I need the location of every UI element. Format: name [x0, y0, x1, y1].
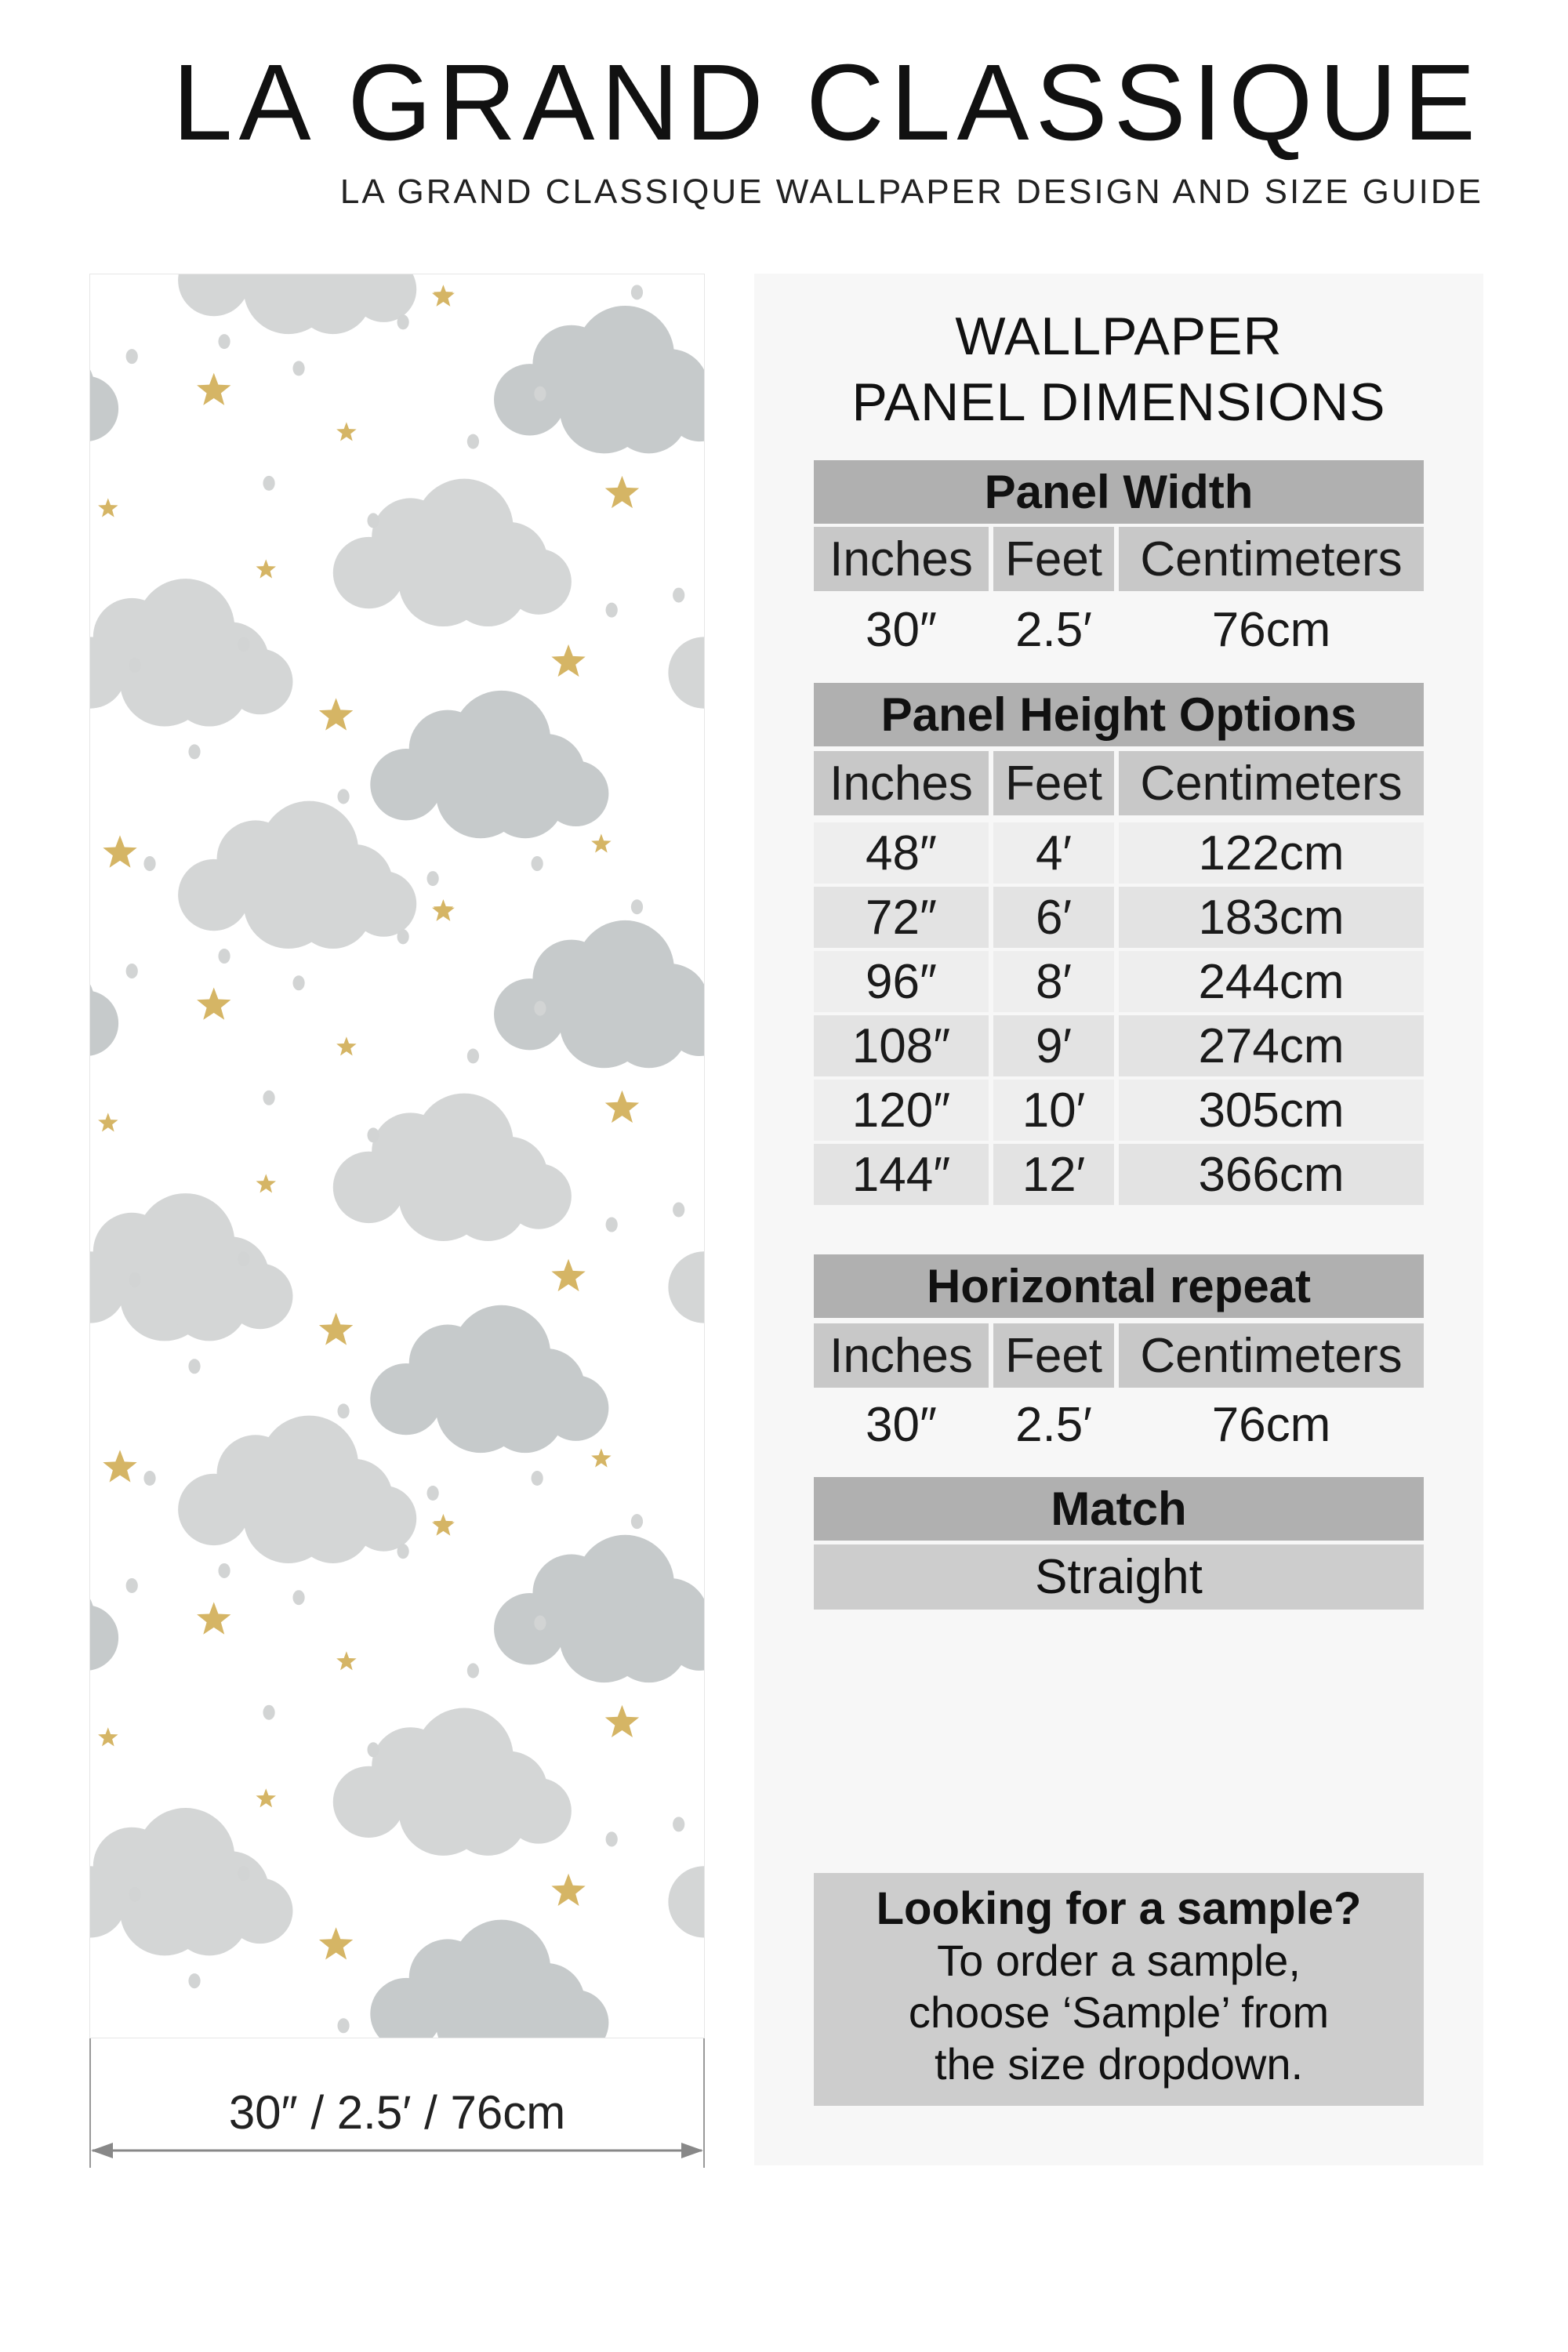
dot-icon — [534, 1001, 546, 1016]
double-arrow-icon — [89, 2139, 705, 2162]
col-inches: Inches — [814, 751, 989, 815]
star-icon — [197, 987, 230, 1019]
star-icon — [256, 1174, 276, 1192]
sample-question: Looking for a sample? — [876, 1883, 1362, 1934]
brand-title: LA GRAND CLASSIQUE — [172, 42, 1482, 163]
cloud-icon — [494, 1535, 705, 1682]
dot-icon — [606, 1218, 618, 1232]
value-inches: 30″ — [866, 1397, 937, 1452]
cloud-icon — [89, 579, 292, 726]
cloud-icon — [89, 306, 118, 453]
col-inches: Inches — [814, 527, 989, 591]
value-feet: 2.5′ — [1015, 1397, 1092, 1452]
value-inches: 30″ — [866, 602, 937, 657]
dot-icon — [188, 1359, 200, 1374]
panel-title — [754, 303, 1483, 435]
dot-icon — [263, 1091, 274, 1105]
star-icon — [319, 1927, 353, 1959]
value-feet: 4′ — [993, 822, 1114, 884]
sample-text-line1: To order a sample, — [937, 1936, 1301, 1985]
cloud-icon — [178, 274, 416, 334]
cloud-icon — [668, 579, 705, 726]
dot-icon — [534, 1616, 546, 1631]
dot-icon — [427, 1486, 439, 1501]
height-option-row — [814, 951, 1424, 1012]
dot-icon — [367, 513, 379, 528]
cloud-icon — [370, 1920, 608, 2038]
dot-icon — [292, 361, 304, 376]
dot-icon — [337, 789, 349, 804]
cloud-icon — [89, 1535, 118, 1682]
dot-icon — [532, 1471, 543, 1486]
dot-icon — [534, 387, 546, 401]
dot-icon — [337, 1403, 349, 1418]
width-measure — [89, 2038, 705, 2168]
dot-icon — [143, 856, 155, 871]
height-options-columns — [814, 751, 1424, 815]
cloud-icon — [668, 1193, 705, 1341]
dot-icon — [218, 334, 230, 349]
value-cm: 183cm — [1119, 887, 1424, 948]
dot-icon — [367, 1742, 379, 1757]
cloud-icon — [370, 691, 608, 838]
panel-width-values — [814, 597, 1424, 662]
star-icon — [103, 1450, 136, 1482]
cloud-icon — [333, 479, 572, 626]
dot-icon — [606, 603, 618, 618]
star-icon — [551, 1874, 585, 1906]
value-cm: 274cm — [1119, 1015, 1424, 1076]
value-feet: 10′ — [993, 1080, 1114, 1141]
dot-icon — [126, 964, 138, 978]
dot-icon — [238, 1866, 249, 1881]
dimensions-panel — [754, 274, 1483, 2165]
dot-icon — [129, 1887, 140, 1902]
dot-icon — [129, 658, 140, 673]
cloud-icon — [333, 1708, 572, 1856]
value-feet: 9′ — [993, 1015, 1114, 1076]
star-icon — [256, 559, 276, 578]
star-icon — [336, 422, 356, 441]
dot-icon — [673, 588, 684, 603]
brand-subtitle: LA GRAND CLASSIQUE WALLPAPER DESIGN AND SIZE GUIDE — [339, 172, 1483, 211]
cloud-icon — [178, 1416, 416, 1563]
star-icon — [197, 373, 230, 405]
value-inches: 72″ — [814, 887, 989, 948]
cloud-icon — [89, 1808, 292, 1955]
star-icon — [551, 644, 585, 677]
dot-icon — [397, 314, 409, 329]
value-inches: 96″ — [814, 951, 989, 1012]
col-cm: Centimeters — [1119, 527, 1424, 591]
star-icon — [197, 1602, 230, 1634]
height-option-row — [814, 1015, 1424, 1076]
dot-icon — [126, 1578, 138, 1593]
cloud-icon — [333, 1094, 572, 1241]
value-cm: 366cm — [1119, 1144, 1424, 1205]
dot-icon — [188, 744, 200, 759]
cloud-icon — [668, 1808, 705, 1955]
wallpaper-pattern-preview — [89, 274, 705, 2038]
height-option-row — [814, 887, 1424, 948]
value-inches: 48″ — [814, 822, 989, 884]
horizontal-repeat-columns — [814, 1323, 1424, 1388]
value-cm: 305cm — [1119, 1080, 1424, 1141]
height-options-heading: Panel Height Options — [814, 683, 1424, 746]
value-cm: 122cm — [1119, 822, 1424, 884]
star-icon — [432, 899, 455, 921]
star-icon — [98, 1727, 118, 1746]
star-icon — [98, 498, 118, 517]
dot-icon — [397, 1544, 409, 1559]
dot-icon — [188, 1973, 200, 1988]
cloud-icon — [494, 306, 705, 453]
star-icon — [605, 476, 639, 508]
value-inches: 108″ — [814, 1015, 989, 1076]
star-icon — [605, 1091, 639, 1123]
measure-label: 30″ / 2.5′ / 76cm — [228, 2086, 566, 2139]
dot-icon — [263, 476, 274, 491]
star-icon — [319, 1312, 353, 1345]
col-feet: Feet — [993, 751, 1114, 815]
dot-icon — [631, 285, 643, 299]
cloud-icon — [89, 1193, 292, 1341]
dot-icon — [292, 975, 304, 990]
cloud-icon — [370, 1305, 608, 1453]
star-icon — [591, 1448, 611, 1467]
panel-title-line1: WALLPAPER — [955, 307, 1283, 366]
dot-icon — [143, 1471, 155, 1486]
dot-icon — [631, 899, 643, 914]
sample-info-box — [814, 1873, 1424, 2106]
value-feet: 6′ — [993, 887, 1114, 948]
dot-icon — [427, 871, 439, 886]
star-icon — [336, 1036, 356, 1055]
cloud-icon — [178, 801, 416, 949]
dot-icon — [218, 949, 230, 964]
dot-icon — [129, 1272, 140, 1287]
dot-icon — [467, 1663, 479, 1678]
panel-width-heading: Panel Width — [814, 460, 1424, 524]
star-icon — [103, 835, 136, 867]
height-option-row — [814, 1144, 1424, 1205]
height-option-row — [814, 1080, 1424, 1141]
panel-title-line2: PANEL DIMENSIONS — [851, 372, 1386, 432]
col-cm: Centimeters — [1119, 1323, 1424, 1388]
dot-icon — [673, 1817, 684, 1831]
dot-icon — [532, 856, 543, 871]
col-cm: Centimeters — [1119, 751, 1424, 815]
star-icon — [551, 1259, 585, 1291]
dot-icon — [238, 1251, 249, 1266]
cloud-icon — [494, 920, 705, 1068]
horizontal-repeat-heading: Horizontal repeat — [814, 1254, 1424, 1318]
dot-icon — [337, 2018, 349, 2033]
dot-icon — [467, 1049, 479, 1064]
dot-icon — [238, 637, 249, 652]
height-option-row — [814, 822, 1424, 884]
dot-icon — [631, 1514, 643, 1529]
value-feet: 12′ — [993, 1144, 1114, 1205]
value-feet: 2.5′ — [1015, 602, 1092, 657]
col-inches: Inches — [814, 1323, 989, 1388]
value-inches: 144″ — [814, 1144, 989, 1205]
value-inches: 120″ — [814, 1080, 989, 1141]
star-icon — [336, 1651, 356, 1670]
sample-text-line2: choose ‘Sample’ from — [908, 1987, 1330, 2037]
star-icon — [256, 1788, 276, 1807]
dot-icon — [218, 1563, 230, 1578]
match-value: Straight — [814, 1544, 1424, 1610]
dot-icon — [606, 1831, 618, 1846]
value-cm: 244cm — [1119, 951, 1424, 1012]
dot-icon — [367, 1127, 379, 1142]
star-icon — [432, 1514, 455, 1536]
col-feet: Feet — [993, 1323, 1114, 1388]
value-feet: 8′ — [993, 951, 1114, 1012]
match-heading: Match — [814, 1477, 1424, 1541]
value-cm: 76cm — [1211, 602, 1331, 657]
star-icon — [591, 834, 611, 853]
star-icon — [432, 285, 455, 307]
col-feet: Feet — [993, 527, 1114, 591]
dot-icon — [397, 929, 409, 944]
horizontal-repeat-values — [814, 1392, 1424, 1457]
star-icon — [319, 698, 353, 730]
sample-text-line3: the size dropdown. — [934, 2039, 1304, 2089]
dot-icon — [467, 434, 479, 449]
star-icon — [98, 1112, 118, 1131]
panel-width-columns — [814, 527, 1424, 591]
dot-icon — [263, 1705, 274, 1720]
star-icon — [605, 1705, 639, 1737]
dot-icon — [673, 1202, 684, 1217]
dot-icon — [292, 1590, 304, 1605]
value-cm: 76cm — [1211, 1397, 1331, 1452]
dot-icon — [126, 349, 138, 364]
cloud-icon — [89, 920, 118, 1068]
